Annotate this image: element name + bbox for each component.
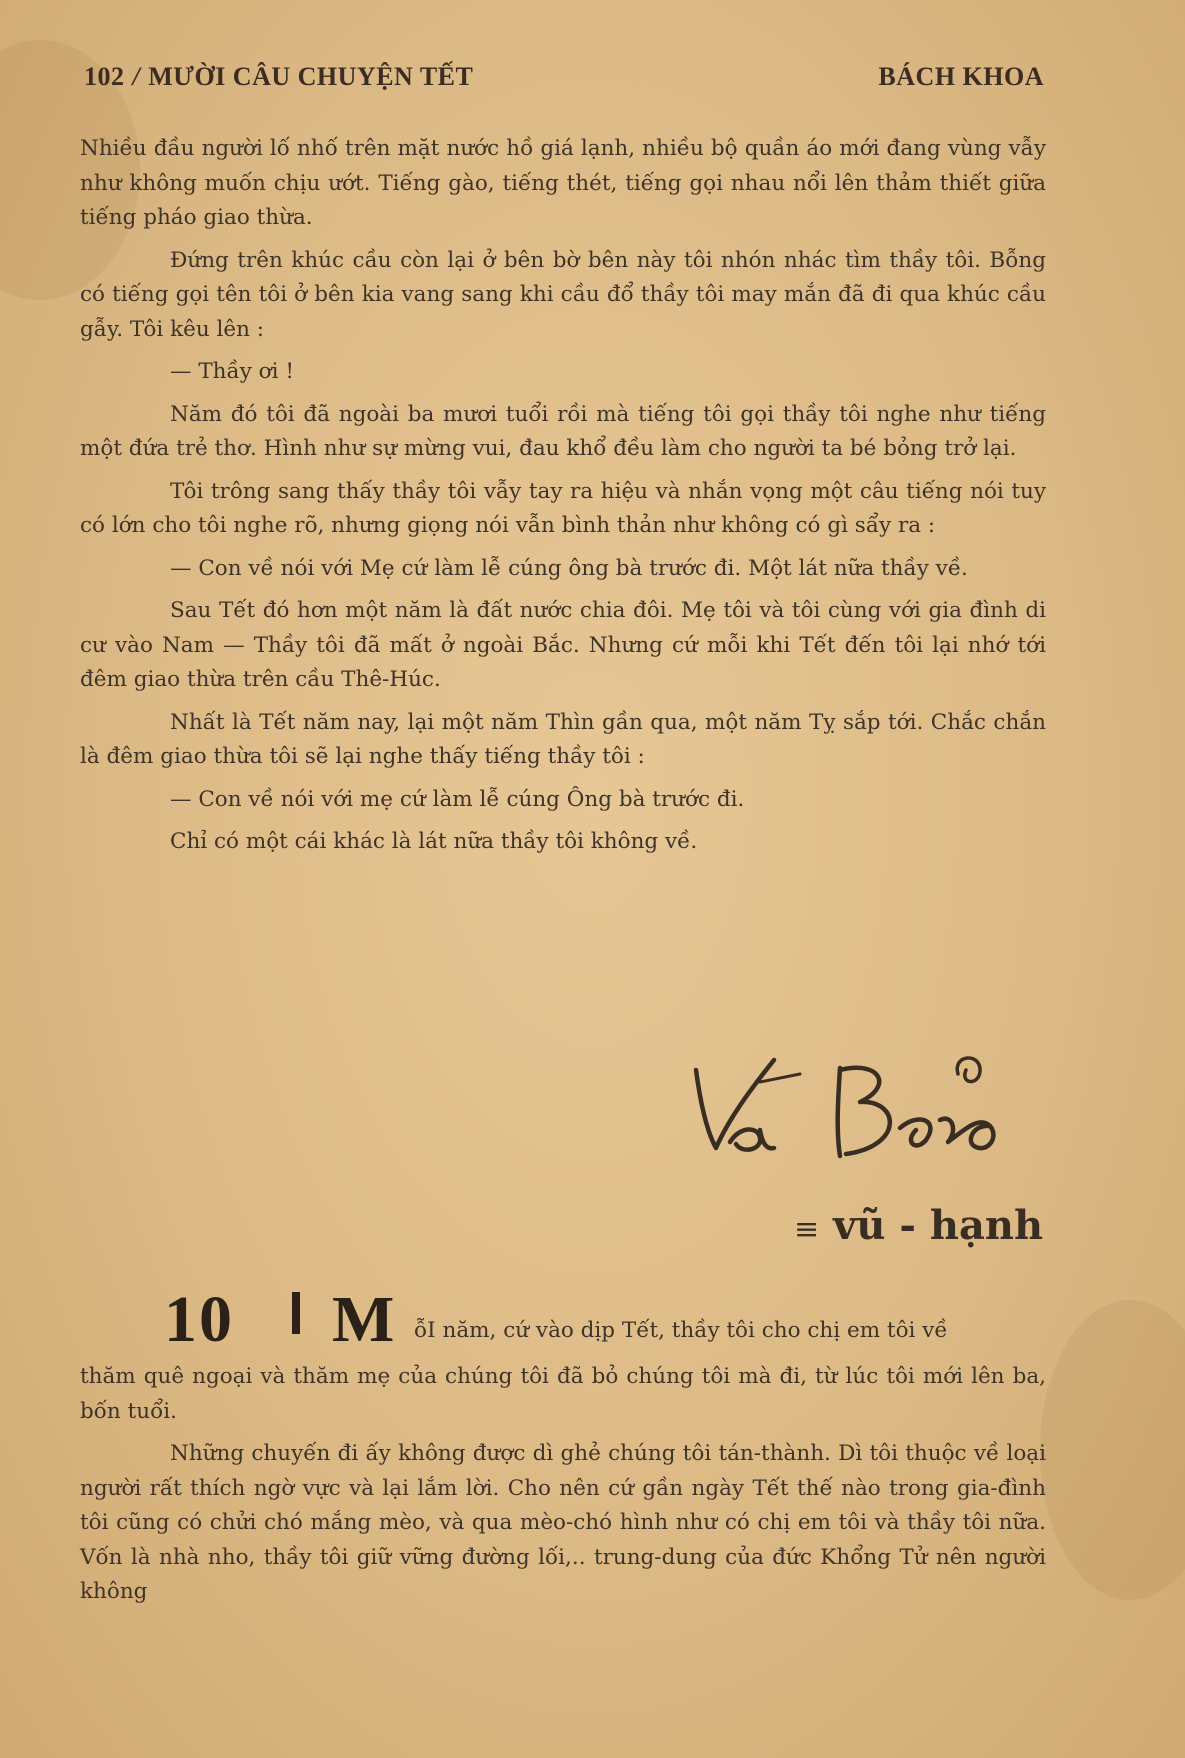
paragraph: Tôi trông sang thấy thầy tôi vẫy tay ra hiệu và nhắn vọng một câu tiếng nói tuy có lớn cho tôi nghe rõ, nhưng giọng nói vẫn bình thản như không có gì sẩy ra : [80, 478, 1046, 538]
dialogue-line: — Con về nói với mẹ cứ làm lễ cúng Ông bà trước đi. [170, 786, 745, 812]
dialogue-line: — Thầy ơi ! [170, 359, 294, 384]
story-10 [80, 1283, 1046, 1618]
paragraph: Nhiều đầu người lố nhố trên mặt nước hồ giá lạnh, nhiều bộ quần áo mới đang vùng vẫy như không muốn chịu ướt. Tiếng gào, tiếng thét, tiếng gọi nhau nổi lên thảm thiết giữa tiếng pháo giao thừa. [80, 136, 1046, 230]
header-separator: / [132, 62, 141, 91]
paper-stain [1040, 1300, 1185, 1600]
paragraph: Chỉ có một cái khác là lát nữa thầy tôi không về. [170, 829, 698, 854]
story-9-text [80, 132, 1046, 868]
first-line: ỗI năm, cứ vào dịp Tết, thầy tôi cho chị em tôi về [414, 1318, 948, 1343]
author-signature [794, 1202, 1043, 1249]
running-title: MƯỜI CÂU CHUYỆN TẾT [148, 62, 474, 91]
story-number: 10 [164, 1283, 234, 1356]
drop-cap: M [332, 1283, 395, 1356]
author-mark: ≡ [794, 1211, 820, 1247]
paragraph: thăm quê ngoại và thăm mẹ của chúng tôi đã bỏ chúng tôi mà đi, từ lúc tôi mới lên ba, bốn tuổi. [80, 1364, 1046, 1424]
handwritten-signature [690, 1030, 1040, 1180]
paragraph: Những chuyến đi ấy không được dì ghẻ chúng tôi tán-thành. Dì tôi thuộc về loại người rất thích ngờ vực và lại lắm lời. Cho nên cứ gần ngày Tết thế nào trong gia-đình tôi cũng có chửi chó mắng mèo, và qua mèo-chó hình như có chị em tôi và thầy tôi nữa. Vốn là nhà nho, thầy tôi giữ vững đường lối,.. trung-dung của đức Khổng Tử nên người không [80, 1441, 1046, 1604]
paragraph: Năm đó tôi đã ngoài ba mươi tuổi rồi mà tiếng tôi gọi thầy tôi nghe như tiếng một đứa trẻ thơ. Hình như sự mừng vui, đau khổ đều làm cho người ta bé bỏng trở lại. [80, 401, 1046, 461]
author-name: vũ - hạnh [833, 1202, 1044, 1249]
page-number: 102 [84, 62, 125, 91]
paragraph: Nhất là Tết năm nay, lại một năm Thìn gần qua, một năm Tỵ sắp tới. Chắc chắn là đêm giao thừa tôi sẽ lại nghe thấy tiếng thầy tôi : [80, 709, 1046, 769]
story-10-heading [80, 1283, 1046, 1356]
story-10-text [80, 1360, 1046, 1610]
running-header [84, 62, 1044, 102]
story-number-divider [292, 1292, 300, 1334]
dialogue-line: — Con về nói với Mẹ cứ làm lễ cúng ông bà trước đi. Một lát nữa thầy về. [170, 555, 968, 581]
paragraph: Đứng trên khúc cầu còn lại ở bên bờ bên này tôi nhón nhác tìm thầy tôi. Bỗng có tiếng gọi tên tôi ở bên kia vang sang khi cầu đổ thầy tôi may mắn đã đi qua khúc cầu gẫy. Tôi kêu lên : [80, 247, 1046, 342]
paragraph: Sau Tết đó hơn một năm là đất nước chia đôi. Mẹ tôi và tôi cùng với gia đình di cư vào Nam — Thầy tôi đã mất ở ngoài Bắc. Nhưng cứ mỗi khi Tết đến tôi lại nhớ tới đêm giao thừa trên cầu Thê-Húc. [80, 598, 1046, 692]
header-left [84, 62, 473, 92]
magazine-title: BÁCH KHOA [878, 62, 1044, 91]
